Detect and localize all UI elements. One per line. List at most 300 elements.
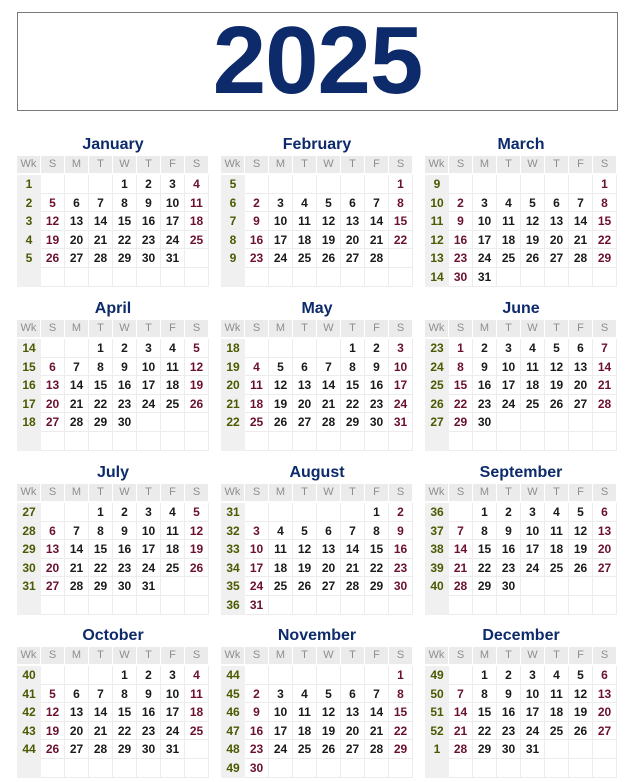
day-cell: 29 bbox=[89, 413, 113, 432]
day-cell bbox=[317, 339, 341, 358]
day-cell: 29 bbox=[341, 413, 365, 432]
day-cell: 19 bbox=[569, 703, 593, 722]
day-cell: 9 bbox=[497, 522, 521, 541]
day-cell bbox=[521, 759, 545, 778]
day-cell: 7 bbox=[449, 522, 473, 541]
day-cell: 12 bbox=[185, 358, 209, 377]
day-cell: 20 bbox=[569, 376, 593, 395]
day-cell: 23 bbox=[245, 740, 269, 759]
day-cell bbox=[569, 175, 593, 194]
day-cell: 21 bbox=[341, 559, 365, 578]
day-cell: 3 bbox=[269, 194, 293, 213]
day-cell bbox=[137, 268, 161, 287]
weekday-header: M bbox=[269, 484, 293, 501]
week-number: 36 bbox=[425, 503, 449, 522]
week-number: 2 bbox=[17, 194, 41, 213]
month-name: February bbox=[282, 136, 352, 153]
week-number: 18 bbox=[221, 339, 245, 358]
day-cell bbox=[65, 268, 89, 287]
week-number-header: Wk bbox=[17, 156, 41, 173]
week-number-header: Wk bbox=[425, 156, 449, 173]
day-cell bbox=[389, 268, 413, 287]
day-cell: 14 bbox=[65, 376, 89, 395]
day-cell bbox=[113, 596, 137, 615]
day-cell: 6 bbox=[65, 194, 89, 213]
weekday-header: T bbox=[497, 156, 521, 173]
week-number: 5 bbox=[17, 249, 41, 268]
day-cell: 27 bbox=[41, 577, 65, 596]
weekday-header: T bbox=[137, 484, 161, 501]
day-cell: 6 bbox=[293, 358, 317, 377]
day-cell bbox=[389, 432, 413, 451]
week-number: 33 bbox=[221, 540, 245, 559]
day-cell bbox=[269, 432, 293, 451]
week-number-header: Wk bbox=[221, 156, 245, 173]
day-cell bbox=[89, 759, 113, 778]
day-cell: 4 bbox=[161, 339, 185, 358]
day-cell bbox=[365, 596, 389, 615]
day-cell bbox=[185, 577, 209, 596]
day-cell: 3 bbox=[389, 339, 413, 358]
day-cell: 9 bbox=[497, 685, 521, 704]
day-cell: 26 bbox=[185, 559, 209, 578]
day-cell: 10 bbox=[521, 685, 545, 704]
day-cell: 8 bbox=[389, 685, 413, 704]
weekday-header: S bbox=[449, 647, 473, 664]
day-cell: 21 bbox=[365, 231, 389, 250]
day-cell bbox=[449, 596, 473, 615]
day-cell: 23 bbox=[245, 249, 269, 268]
weekday-header: W bbox=[113, 647, 137, 664]
day-cell: 8 bbox=[389, 194, 413, 213]
weekday-header: W bbox=[521, 484, 545, 501]
week-number: 27 bbox=[17, 503, 41, 522]
day-cell: 9 bbox=[389, 522, 413, 541]
day-cell: 6 bbox=[545, 194, 569, 213]
week-number: 51 bbox=[425, 703, 449, 722]
day-cell: 26 bbox=[317, 249, 341, 268]
day-cell: 11 bbox=[497, 212, 521, 231]
week-number-header: Wk bbox=[221, 320, 245, 337]
day-cell bbox=[545, 413, 569, 432]
week-number: 31 bbox=[221, 503, 245, 522]
week-number: 25 bbox=[425, 376, 449, 395]
day-cell bbox=[521, 175, 545, 194]
day-cell: 13 bbox=[65, 703, 89, 722]
week-number: 44 bbox=[17, 740, 41, 759]
day-cell: 4 bbox=[293, 685, 317, 704]
weekday-header: W bbox=[113, 484, 137, 501]
weekday-header: T bbox=[293, 156, 317, 173]
day-cell: 14 bbox=[65, 540, 89, 559]
day-cell: 7 bbox=[89, 194, 113, 213]
day-cell: 8 bbox=[449, 358, 473, 377]
weekday-header: S bbox=[41, 320, 65, 337]
day-cell: 11 bbox=[161, 522, 185, 541]
day-cell: 20 bbox=[41, 395, 65, 414]
day-cell: 15 bbox=[449, 376, 473, 395]
day-cell: 7 bbox=[365, 194, 389, 213]
day-cell: 30 bbox=[497, 577, 521, 596]
day-cell: 16 bbox=[389, 540, 413, 559]
day-cell bbox=[245, 432, 269, 451]
day-cell bbox=[341, 596, 365, 615]
week-number bbox=[425, 432, 449, 451]
day-cell: 30 bbox=[137, 740, 161, 759]
weekday-header: F bbox=[161, 320, 185, 337]
day-cell: 21 bbox=[89, 231, 113, 250]
day-cell: 16 bbox=[137, 703, 161, 722]
day-cell: 1 bbox=[449, 339, 473, 358]
day-cell: 8 bbox=[113, 685, 137, 704]
week-number-header: Wk bbox=[425, 647, 449, 664]
day-cell: 4 bbox=[545, 503, 569, 522]
day-cell: 19 bbox=[41, 722, 65, 741]
week-number: 20 bbox=[221, 376, 245, 395]
day-cell: 25 bbox=[161, 559, 185, 578]
week-number: 11 bbox=[425, 212, 449, 231]
day-cell: 26 bbox=[41, 740, 65, 759]
weekday-header: S bbox=[593, 156, 617, 173]
day-cell: 21 bbox=[449, 722, 473, 741]
day-cell bbox=[89, 432, 113, 451]
day-cell bbox=[341, 503, 365, 522]
day-cell bbox=[545, 759, 569, 778]
day-cell: 25 bbox=[185, 722, 209, 741]
day-cell bbox=[449, 432, 473, 451]
day-cell bbox=[293, 759, 317, 778]
day-cell bbox=[245, 175, 269, 194]
day-cell bbox=[41, 432, 65, 451]
day-cell: 7 bbox=[449, 685, 473, 704]
week-number-header: Wk bbox=[425, 320, 449, 337]
day-cell: 17 bbox=[137, 376, 161, 395]
day-cell bbox=[569, 268, 593, 287]
day-cell: 19 bbox=[41, 231, 65, 250]
day-cell bbox=[521, 596, 545, 615]
day-cell: 16 bbox=[245, 722, 269, 741]
week-number: 41 bbox=[17, 685, 41, 704]
day-cell: 31 bbox=[473, 268, 497, 287]
day-cell: 9 bbox=[137, 685, 161, 704]
day-cell: 8 bbox=[473, 522, 497, 541]
day-cell: 18 bbox=[293, 231, 317, 250]
day-cell: 18 bbox=[545, 540, 569, 559]
day-cell: 15 bbox=[113, 703, 137, 722]
day-cell: 21 bbox=[593, 376, 617, 395]
week-number: 5 bbox=[221, 175, 245, 194]
weekday-header: S bbox=[185, 156, 209, 173]
day-cell: 4 bbox=[185, 175, 209, 194]
day-cell bbox=[341, 759, 365, 778]
day-cell: 17 bbox=[473, 231, 497, 250]
day-cell: 17 bbox=[389, 376, 413, 395]
day-cell: 19 bbox=[545, 376, 569, 395]
day-cell: 8 bbox=[473, 685, 497, 704]
month-name: November bbox=[277, 627, 357, 644]
day-cell: 14 bbox=[569, 212, 593, 231]
day-cell bbox=[497, 268, 521, 287]
day-cell: 27 bbox=[593, 559, 617, 578]
month-name: June bbox=[502, 300, 540, 317]
day-cell: 25 bbox=[245, 413, 269, 432]
day-cell: 16 bbox=[365, 376, 389, 395]
weekday-header: M bbox=[65, 156, 89, 173]
day-cell: 16 bbox=[113, 376, 137, 395]
weekday-header: S bbox=[449, 156, 473, 173]
day-cell: 30 bbox=[245, 759, 269, 778]
day-cell bbox=[497, 413, 521, 432]
day-cell bbox=[245, 666, 269, 685]
day-cell bbox=[449, 503, 473, 522]
day-cell: 25 bbox=[293, 249, 317, 268]
weekday-header: T bbox=[545, 320, 569, 337]
day-cell: 21 bbox=[65, 395, 89, 414]
day-cell: 1 bbox=[473, 503, 497, 522]
week-number bbox=[221, 432, 245, 451]
day-cell: 24 bbox=[497, 395, 521, 414]
day-cell bbox=[269, 175, 293, 194]
day-cell: 18 bbox=[545, 703, 569, 722]
day-cell: 12 bbox=[545, 358, 569, 377]
day-cell: 9 bbox=[473, 358, 497, 377]
day-cell bbox=[593, 413, 617, 432]
day-cell: 16 bbox=[449, 231, 473, 250]
weekday-header: M bbox=[473, 156, 497, 173]
week-number: 40 bbox=[17, 666, 41, 685]
day-cell bbox=[65, 503, 89, 522]
day-cell: 15 bbox=[473, 540, 497, 559]
week-number-header: Wk bbox=[221, 484, 245, 501]
day-cell: 14 bbox=[449, 703, 473, 722]
day-cell: 18 bbox=[497, 231, 521, 250]
week-number: 29 bbox=[17, 540, 41, 559]
weekday-header: S bbox=[593, 484, 617, 501]
week-number: 32 bbox=[221, 522, 245, 541]
weekday-header: W bbox=[317, 320, 341, 337]
day-cell: 18 bbox=[293, 722, 317, 741]
day-cell: 22 bbox=[365, 559, 389, 578]
day-cell: 24 bbox=[137, 395, 161, 414]
weekday-header: S bbox=[185, 484, 209, 501]
day-cell: 2 bbox=[497, 503, 521, 522]
week-number: 35 bbox=[221, 577, 245, 596]
day-cell: 3 bbox=[497, 339, 521, 358]
day-cell: 26 bbox=[521, 249, 545, 268]
week-number bbox=[17, 759, 41, 778]
day-cell: 1 bbox=[473, 666, 497, 685]
day-cell bbox=[341, 666, 365, 685]
day-cell: 7 bbox=[65, 358, 89, 377]
month-name: August bbox=[289, 464, 345, 481]
day-cell: 19 bbox=[269, 395, 293, 414]
day-cell: 7 bbox=[89, 685, 113, 704]
day-cell: 15 bbox=[341, 376, 365, 395]
day-cell bbox=[65, 339, 89, 358]
day-cell: 29 bbox=[365, 577, 389, 596]
day-cell bbox=[161, 759, 185, 778]
day-cell: 20 bbox=[341, 231, 365, 250]
weekday-header: S bbox=[41, 484, 65, 501]
day-cell bbox=[89, 175, 113, 194]
day-cell bbox=[569, 596, 593, 615]
day-cell bbox=[521, 432, 545, 451]
day-cell bbox=[389, 249, 413, 268]
day-cell: 7 bbox=[317, 358, 341, 377]
day-cell: 2 bbox=[113, 339, 137, 358]
weekday-header: S bbox=[245, 647, 269, 664]
day-cell: 6 bbox=[41, 358, 65, 377]
day-cell: 12 bbox=[317, 703, 341, 722]
day-cell bbox=[317, 175, 341, 194]
day-cell: 12 bbox=[41, 703, 65, 722]
day-cell: 24 bbox=[269, 249, 293, 268]
day-cell: 23 bbox=[473, 395, 497, 414]
week-number bbox=[221, 268, 245, 287]
week-number bbox=[425, 759, 449, 778]
day-cell: 25 bbox=[545, 559, 569, 578]
week-number: 36 bbox=[221, 596, 245, 615]
day-cell: 12 bbox=[569, 685, 593, 704]
day-cell: 28 bbox=[89, 249, 113, 268]
day-cell: 21 bbox=[317, 395, 341, 414]
day-cell: 23 bbox=[389, 559, 413, 578]
day-cell: 15 bbox=[593, 212, 617, 231]
day-cell: 28 bbox=[449, 740, 473, 759]
day-cell: 13 bbox=[317, 540, 341, 559]
day-cell: 8 bbox=[113, 194, 137, 213]
day-cell: 30 bbox=[473, 413, 497, 432]
weekday-header: T bbox=[545, 484, 569, 501]
day-cell: 9 bbox=[449, 212, 473, 231]
day-cell: 2 bbox=[113, 503, 137, 522]
day-cell: 21 bbox=[89, 722, 113, 741]
week-number-header: Wk bbox=[425, 484, 449, 501]
day-cell bbox=[65, 596, 89, 615]
weekday-header: F bbox=[569, 647, 593, 664]
weekday-header: T bbox=[89, 484, 113, 501]
day-cell: 22 bbox=[389, 722, 413, 741]
day-cell bbox=[545, 577, 569, 596]
day-cell: 16 bbox=[497, 703, 521, 722]
day-cell: 2 bbox=[137, 666, 161, 685]
day-cell bbox=[185, 432, 209, 451]
week-number: 13 bbox=[425, 249, 449, 268]
day-cell: 10 bbox=[521, 522, 545, 541]
day-cell: 27 bbox=[545, 249, 569, 268]
day-cell bbox=[317, 596, 341, 615]
day-cell: 21 bbox=[449, 559, 473, 578]
weekday-header: S bbox=[593, 320, 617, 337]
weekday-header: S bbox=[389, 484, 413, 501]
day-cell: 5 bbox=[185, 339, 209, 358]
day-cell: 12 bbox=[317, 212, 341, 231]
day-cell: 19 bbox=[317, 231, 341, 250]
weekday-header: F bbox=[365, 320, 389, 337]
day-cell bbox=[137, 596, 161, 615]
weekday-header: T bbox=[497, 320, 521, 337]
day-cell bbox=[293, 596, 317, 615]
day-cell: 1 bbox=[365, 503, 389, 522]
day-cell: 13 bbox=[341, 703, 365, 722]
day-cell: 20 bbox=[545, 231, 569, 250]
day-cell bbox=[113, 432, 137, 451]
day-cell: 16 bbox=[137, 212, 161, 231]
week-number: 40 bbox=[425, 577, 449, 596]
day-cell: 14 bbox=[89, 703, 113, 722]
day-cell bbox=[569, 413, 593, 432]
day-cell: 3 bbox=[161, 666, 185, 685]
week-number: 1 bbox=[17, 175, 41, 194]
day-cell bbox=[245, 268, 269, 287]
day-cell bbox=[185, 268, 209, 287]
day-cell: 24 bbox=[245, 577, 269, 596]
week-number: 14 bbox=[17, 339, 41, 358]
month-name: January bbox=[82, 136, 144, 153]
day-cell: 25 bbox=[185, 231, 209, 250]
day-cell bbox=[41, 759, 65, 778]
weekday-header: S bbox=[389, 320, 413, 337]
day-cell bbox=[341, 432, 365, 451]
day-cell: 26 bbox=[317, 740, 341, 759]
day-cell bbox=[545, 175, 569, 194]
day-cell: 15 bbox=[473, 703, 497, 722]
day-cell: 5 bbox=[293, 522, 317, 541]
day-cell: 18 bbox=[245, 395, 269, 414]
day-cell: 22 bbox=[113, 722, 137, 741]
day-cell bbox=[89, 268, 113, 287]
day-cell: 6 bbox=[593, 666, 617, 685]
day-cell: 26 bbox=[41, 249, 65, 268]
day-cell: 10 bbox=[245, 540, 269, 559]
day-cell: 10 bbox=[497, 358, 521, 377]
day-cell: 29 bbox=[389, 740, 413, 759]
weekday-header: T bbox=[341, 647, 365, 664]
week-number: 48 bbox=[221, 740, 245, 759]
day-cell bbox=[365, 666, 389, 685]
day-cell: 5 bbox=[569, 503, 593, 522]
day-cell bbox=[161, 577, 185, 596]
day-cell: 22 bbox=[593, 231, 617, 250]
weekday-header: W bbox=[521, 647, 545, 664]
day-cell: 30 bbox=[137, 249, 161, 268]
day-cell: 11 bbox=[293, 703, 317, 722]
weekday-header: S bbox=[449, 484, 473, 501]
week-number: 1 bbox=[425, 740, 449, 759]
week-number: 6 bbox=[221, 194, 245, 213]
day-cell: 12 bbox=[569, 522, 593, 541]
week-number: 3 bbox=[17, 212, 41, 231]
day-cell: 2 bbox=[449, 194, 473, 213]
day-cell bbox=[269, 759, 293, 778]
day-cell: 8 bbox=[593, 194, 617, 213]
weekday-header: T bbox=[137, 647, 161, 664]
weekday-header: S bbox=[41, 156, 65, 173]
day-cell: 15 bbox=[89, 540, 113, 559]
day-cell: 17 bbox=[269, 231, 293, 250]
day-cell bbox=[41, 596, 65, 615]
day-cell: 29 bbox=[449, 413, 473, 432]
day-cell: 28 bbox=[593, 395, 617, 414]
day-cell bbox=[521, 268, 545, 287]
week-number: 31 bbox=[17, 577, 41, 596]
day-cell: 5 bbox=[317, 685, 341, 704]
day-cell: 14 bbox=[593, 358, 617, 377]
day-cell bbox=[65, 759, 89, 778]
day-cell: 5 bbox=[569, 666, 593, 685]
day-cell: 11 bbox=[245, 376, 269, 395]
day-cell: 4 bbox=[245, 358, 269, 377]
